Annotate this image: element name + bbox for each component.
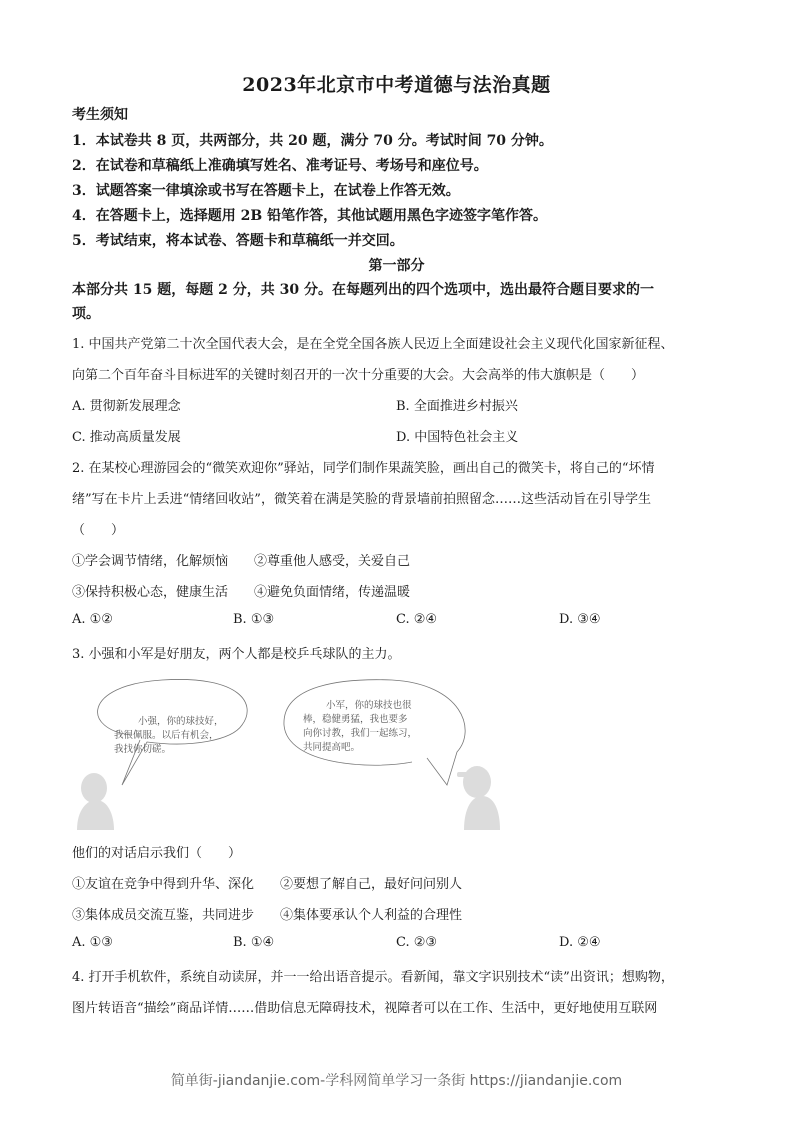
part-instruction: 项。: [72, 306, 100, 322]
question-4-text: 图片转语音“描绘”商品详情……借助信息无障碍技术，视障者可以在工作、生活中，更好地使用互联网: [72, 1001, 658, 1016]
bubble-right-line: 共同提高吧。: [303, 742, 361, 753]
notice-item: 2．在试卷和草稿纸上准确填写姓名、准考证号、考场号和座位号。: [72, 158, 488, 174]
question-4-text: 4. 打开手机软件，系统自动读屏，并一一给出语音提示。看新闻，靠文字识别技术“读”出资讯；想购物，: [72, 970, 674, 985]
bubble-right-line: 小军，你的球技也很: [326, 700, 412, 711]
question-3-option-b: B. ①④: [233, 935, 275, 950]
question-3-option-d: D. ②④: [559, 935, 601, 950]
page-title: 2023年北京市中考道德与法治真题: [242, 74, 551, 96]
question-1-option-a: A. 贯彻新发展理念: [72, 399, 181, 414]
question-2-statements: ①学会调节情绪，化解烦恼 ②尊重他人感受，关爱自己: [72, 554, 411, 569]
notice-item: 3．试题答案一律填涂或书写在答题卡上，在试卷上作答无效。: [72, 183, 460, 199]
question-2-statements: ③保持积极心态，健康生活 ④避免负面情绪，传递温暖: [72, 585, 411, 600]
question-3-option-c: C. ②③: [396, 935, 438, 950]
bubble-right-line: 棒，稳健勇猛，我也要多: [303, 714, 408, 725]
question-3-option-a: A. ①③: [72, 935, 113, 950]
bubble-right-line: 向你讨教，我们一起练习，: [303, 728, 418, 739]
bubble-left-line: 我找你切磋。: [114, 744, 172, 755]
notice-item: 5．考试结束，将本试卷、答题卡和草稿纸一并交回。: [72, 233, 404, 249]
question-3-statements: ③集体成员交流互鉴，共同进步 ④集体要承认个人利益的合理性: [72, 908, 463, 923]
question-3-prompt: 他们的对话启示我们（ ）: [72, 846, 242, 861]
person-silhouette-right: [457, 766, 500, 830]
question-3-text: 3. 小强和小军是好朋友，两个人都是校乒乓球队的主力。: [72, 647, 401, 662]
part-instruction: 本部分共 15 题，每题 2 分，共 30 分。在每题列出的四个选项中，选出最符合题目要求的一: [72, 282, 654, 298]
question-1-option-c: C. 推动高质量发展: [72, 430, 181, 445]
part-heading: 第一部分: [368, 258, 425, 274]
question-2-option-c: C. ②④: [396, 612, 438, 627]
question-3-statements: ①友谊在竞争中得到升华、深化 ②要想了解自己，最好问问别人: [72, 877, 463, 892]
notice-item: 4．在答题卡上，选择题用 2B 铅笔作答，其他试题用黑色字迹签字笔作答。: [72, 208, 548, 224]
question-2-option-a: A. ①②: [72, 612, 113, 627]
dialogue-illustration: [72, 670, 512, 830]
question-1-option-b: B. 全面推进乡村振兴: [396, 399, 518, 414]
question-2-option-b: B. ①③: [233, 612, 275, 627]
question-2-text: （ ）: [72, 523, 125, 538]
notice-heading: 考生须知: [72, 107, 128, 123]
footer-watermark: 简单街-jiandanjie.com-学科网简单学习一条街 https://jiandanjie.com: [170, 1073, 623, 1089]
question-2-option-d: D. ③④: [559, 612, 601, 627]
bubble-left-line: 小强，你的球技好，: [138, 716, 224, 727]
person-silhouette-left: [77, 773, 114, 830]
question-1-option-d: D. 中国特色社会主义: [396, 430, 519, 445]
question-1-text: 1. 中国共产党第二十次全国代表大会，是在全党全国各族人民迈上全面建设社会主义现代化国家新征程、: [72, 337, 674, 352]
notice-item: 1．本试卷共 8 页，共两部分，共 20 题，满分 70 分。考试时间 70 分钟。: [72, 133, 553, 149]
question-1-text: 向第二个百年奋斗目标进军的关键时刻召开的一次十分重要的大会。大会高举的伟大旗帜是（ ）: [72, 368, 645, 383]
bubble-left-line: 我很佩服。以后有机会，: [114, 730, 219, 741]
question-2-text: 绪”写在卡片上丢进“情绪回收站”，微笑着在满是笑脸的背景墙前拍照留念……这些活动旨在引导学生: [72, 492, 651, 507]
question-2-text: 2. 在某校心理游园会的“微笑欢迎你”驿站，同学们制作果蔬笑脸，画出自己的微笑卡，将自己的“坏情: [72, 461, 655, 476]
